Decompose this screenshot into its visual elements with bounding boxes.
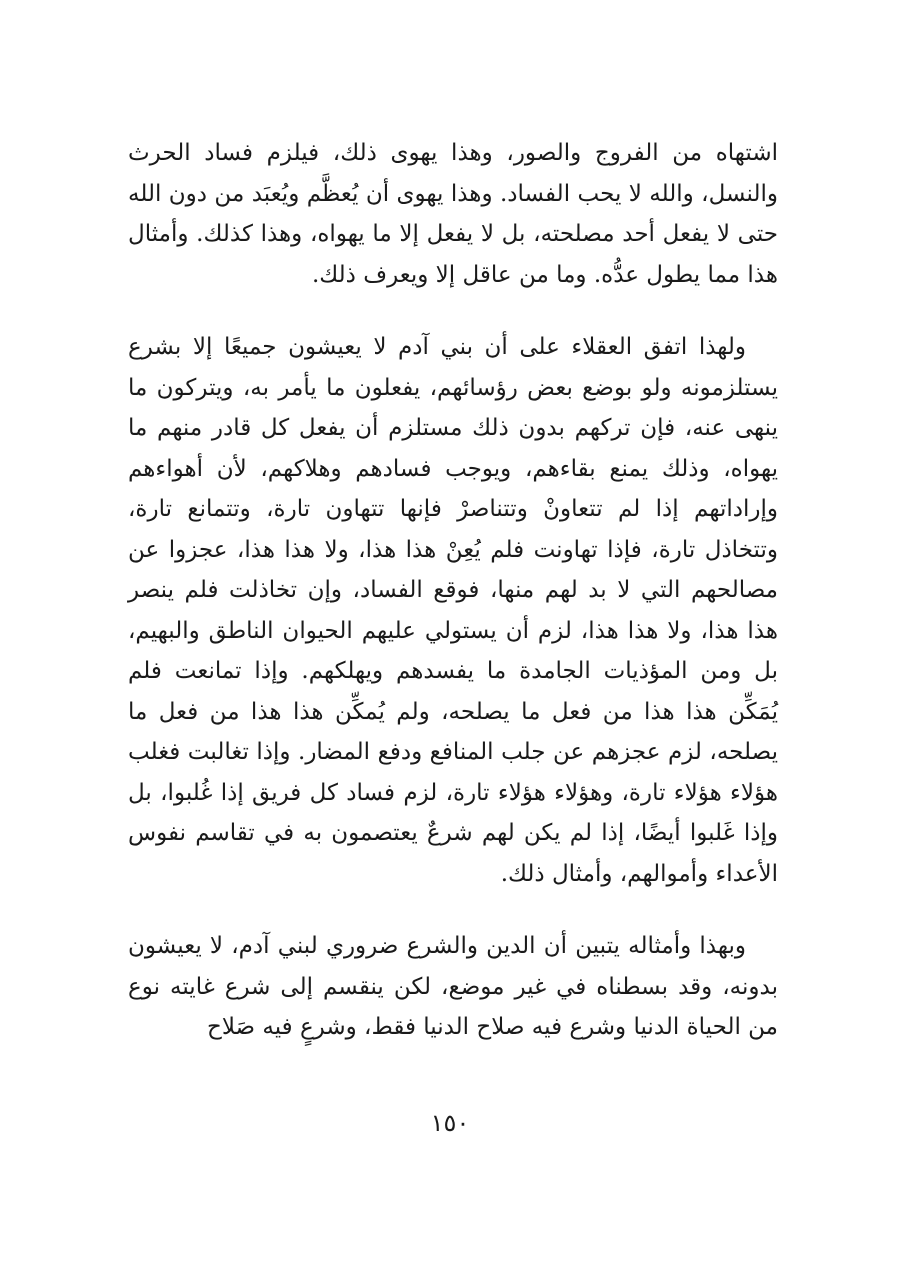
paragraph-1: اشتهاه من الفروج والصور، وهذا يهوى ذلك، فيلزم فساد الحرث والنسل، والله لا يحب الفساد. وهذا يهوى أن يُعظَّم ويُعبَد من دون الله حتى لا يفعل أحد مصلحته، بل لا يفعل إلا ما يهواه، وهذا كذلك. وأمثال هذا مما يطول عدُّه. وما من عاقل إلا ويعرف ذلك.: [128, 140, 778, 288]
paragraph-3: وبهذا وأمثاله يتبين أن الدين والشرع ضروري لبني آدم، لا يعيشون بدونه، وقد بسطناه في غير موضع، لكن ينقسم إلى شرع غايته نوع من الحياة الدنيا وشرع فيه صلاح الدنيا فقط، وشرعٍ فيه صَلاح: [128, 933, 778, 1040]
paragraph-2: ولهذا اتفق العقلاء على أن بني آدم لا يعيشون جميعًا إلا بشرع يستلزمونه ولو بوضع بعض رؤسائهم، يفعلون ما يأمر به، ويتركون ما ينهى عنه، فإن تركهم بدون ذلك مستلزم أن يفعل كل قادر منهم ما يهواه، وذلك يمنع بقاءهم، ويوجب فسادهم وهلاكهم، لأن أهواءهم وإراداتهم إذا لم تتعاونْ وتتناصرْ فإنها تتهاون تارة، وتتمانع تارة، وتتخاذل تارة، فإذا تهاونت فلم يُعِنْ هذا هذا، ولا هذا هذا، عجزوا عن مصالحهم التي لا بد لهم منها، فوقع الفساد، وإن تخاذلت فلم ينصر هذا هذا، ولا هذا هذا، لزم أن يستولي عليهم الحيوان الناطق والبهيم، بل ومن المؤذيات الجامدة ما يفسدهم ويهلكهم. وإذا تمانعت فلم يُمَكِّن هذا هذا من فعل ما يصلحه، ولم يُمكِّن هذا هذا من فعل ما يصلحه، لزم عجزهم عن جلب المنافع ودفع المضار. وإذا تغالبت فغلب هؤلاء هؤلاء تارة، وهؤلاء هؤلاء تارة، لزم فساد كل فريق إذا غُلبوا، بل وإذا غَلبوا أيضًا، إذا لم يكن لهم شرعٌ يعتصمون به في تقاسم نفوس الأعداء وأموالهم، وأمثال ذلك.: [128, 334, 778, 887]
page-number: ١٥٠: [430, 1109, 470, 1137]
page-body: [128, 133, 778, 1048]
